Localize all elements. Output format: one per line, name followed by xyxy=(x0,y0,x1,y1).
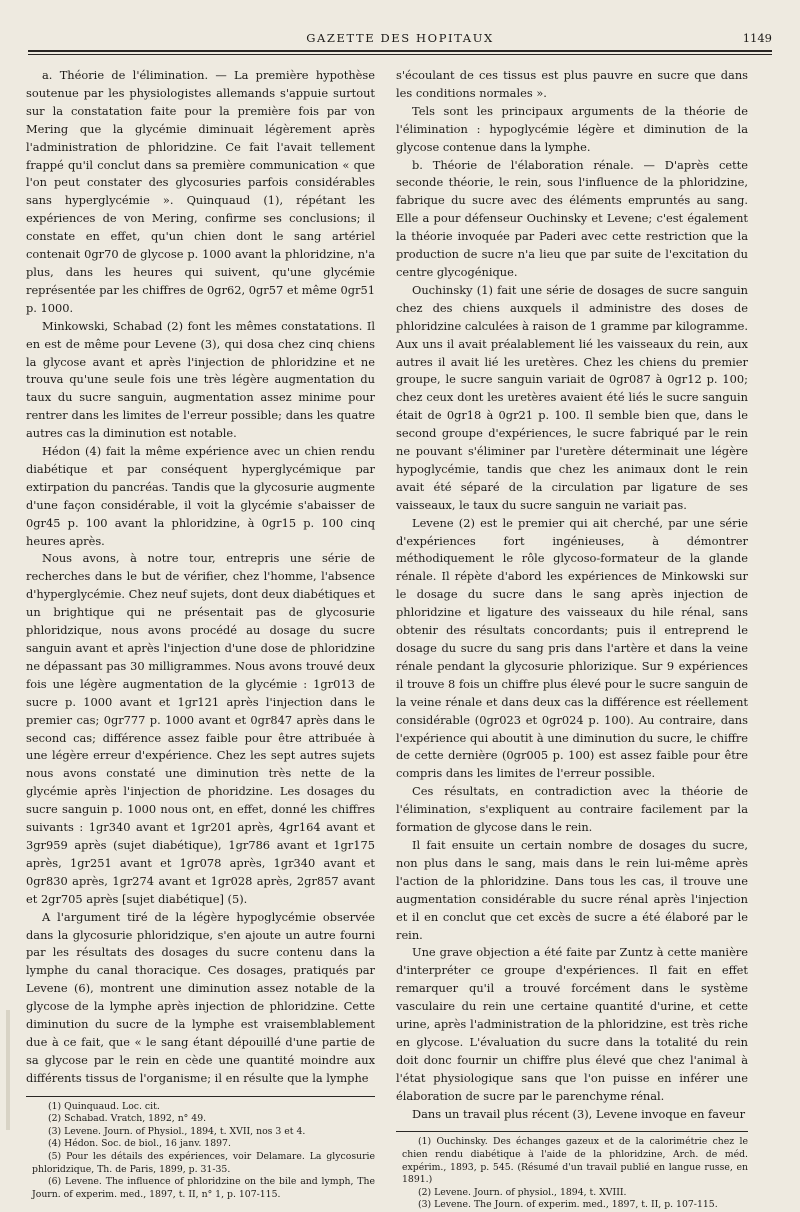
paragraph: Minkowski, Schabad (2) font les mêmes constatations. Il en est de même pour Levene (3), qui dosa chez cinq chiens la glycose avant et après l'injection de phloridzine et ne trouva qu'une seule fois une très légère augmentation du taux du sucre sanguin, augmentation assez minime pour rentrer dans les limites de l'erreur possible; dans les quatre autres cas la diminution est notable. xyxy=(26,318,375,441)
page-header xyxy=(28,28,772,48)
paragraph: Tels sont les principaux arguments de la théorie de l'élimination : hypoglycémie légère et diminution de la glycose contenue dans la lymphe. xyxy=(396,103,748,154)
footnote: (1) Ouchinsky. Des échanges gazeux et de la calorimétrie chez le chien rendu diabétique à l'aide de la phloridzine, Arch. de méd. expérim., 1893, p. 545. (Résumé d'un travail publié en langue russe, en 1891.) xyxy=(402,1136,748,1186)
paragraph: Nous avons, à notre tour, entrepris une série de recherches dans le but de vérifier, chez l'homme, l'absence d'hyperglycémie. Chez neuf sujets, dont deux diabétiques et un brightique qui ne présentait pas de glycosurie phloridzique, nous avons procédé au dosage du sucre sanguin avant et après l'injection d'une dose de phloridzine ne dépassant pas 30 milligrammes. Nous avons trouvé deux fois une légère augmentation de la glycémie : 1gr013 de sucre p. 1000 avant et 1gr121 après l'injection dans le premier cas; 0gr777 p. 1000 avant et 0gr847 après dans le second cas; différence assez faible pour être attribuée à une légère erreur d'expérience. Chez les sept autres sujets nous avons constaté une diminution très nette de la glycémie après l'injection de phoridzine. Les dosages du sucre sanguin p. 1000 nous ont, en effet, donné les chiffres suivants : 1gr340 avant et 1gr201 après, 4gr164 avant et 3gr959 après (sujet diabétique), 1gr786 avant et 1gr175 après, 1gr251 avant et 1gr078 après, 1gr340 avant et 0gr830 après, 1gr274 avant et 1gr028 après, 2gr857 avant et 2gr705 après [sujet diabétique] (5). xyxy=(26,551,375,906)
footnote: (3) Levene. Journ. of Physiol., 1894, t. XVII, nos 3 et 4. xyxy=(48,1125,306,1137)
paragraph: Ces résultats, en contradiction avec la théorie de l'élimination, s'expliquent au contraire facilement par la formation de glycose dans le rein. xyxy=(396,784,748,835)
footnote: (2) Levene. Journ. of physiol., 1894, t. XVIII. xyxy=(418,1186,627,1198)
paragraph: a. Théorie de l'élimination. — La première hypothèse soutenue par les physiologistes allemands s'appuie surtout sur la constatation faite pour la première fois par von Mering que la glycémie diminuait légèrement après l'administration de phloridzine. Ce fait l'avait tellement frappé qu'il conclut dans sa première communication « que l'on peut constater des glycosuries parfois considérables sans hyperglycémie ». Quinquaud (1), répétant les expériences de von Mering, confirme ses conclusions; il constate en effet, qu'un chien dont le sang artériel contenait 0gr70 de glycose p. 1000 avant la phloridzine, n'a plus, dans les heures qui suivent, qu'une glycémie représentée par les chiffres de 0gr62, 0gr57 et même 0gr51 p. 1000. xyxy=(26,68,375,315)
journal-title: GAZETTE DES HOPITAUX xyxy=(306,31,494,45)
footnotes xyxy=(396,1136,748,1212)
footnote: (5) Pour les détails des expériences, voir Delamare. La glycosurie phloridzique, Th. de Paris, 1899, p. 31-35. xyxy=(32,1151,375,1175)
footnote: (3) Levene. The Journ. of experim. med., 1897, t. II, p. 107-115. xyxy=(418,1199,718,1211)
scan-edge-shadow xyxy=(6,1010,10,1130)
footnote-separator xyxy=(26,1096,375,1097)
paragraph: s'écoulant de ces tissus est plus pauvre en sucre que dans les conditions normales ». xyxy=(396,68,748,100)
paragraph: Il fait ensuite un certain nombre de dosages du sucre, non plus dans le sang, mais dans le rein lui-même après l'action de la phloridzine. Dans tous les cas, il trouve une augmentation considérable du sucre rénal après l'injection et il en conclut que cet excès de sucre a été élaboré par le rein. xyxy=(396,837,748,942)
footnote: (4) Hédon. Soc. de biol., 16 janv. 1897. xyxy=(48,1138,231,1150)
paragraph: Ouchinsky (1) fait une série de dosages de sucre sanguin chez des chiens auxquels il administre des doses de phloridzine calculées à raison de 1 gramme par kilogramme. Aux uns il avait préalablement lié les vaisseaux du rein, aux autres il avait lié les uretères. Chez les chiens du premier groupe, le sucre sanguin variait de 0gr087 à 0gr12 p. 100; chez ceux dont les uretères avaient été liés le sucre sanguin était de 0gr18 à 0gr21 p. 100. Il semble bien que, dans le second groupe d'expériences, le sucre fabriqué par le rein ne pouvant s'éliminer par l'uretère déterminait une légère hypoglycémie, tandis que chez les animaux dont le rein avait été séparé de la circulation par ligature de ses vaisseaux, le taux du sucre sanguin ne variait pas. xyxy=(396,282,748,512)
header-rule-thin xyxy=(28,54,772,55)
page-number: 1149 xyxy=(742,31,772,45)
footnote: (2) Schabad. Vratch, 1892, n° 49. xyxy=(48,1113,207,1125)
footnote-separator xyxy=(396,1131,748,1132)
footnote: (1) Quinquaud. Loc. cit. xyxy=(48,1100,160,1112)
paragraph: Hédon (4) fait la même expérience avec un chien rendu diabétique et par conséquent hyperglycémique par extirpation du pancréas. Tandis que la glycosurie augmente d'une façon considérable, il voit la glycémie s'abaisser de 0gr45 p. 100 avant la phloridzine, à 0gr15 p. 100 cinq heures après. xyxy=(26,444,375,548)
paragraph: Une grave objection a été faite par Zuntz à cette manière d'interpréter ce groupe d'expériences. Il fait en effet remarquer qu'il a trouvé forcément dans le système vasculaire du rein une certaine quantité d'urine, et cette urine, après l'administration de la phloridzine, est très riche en glycose. L'évaluation du sucre dans la totalité du rein doit donc fournir un chiffre plus élevé que chez l'animal à l'état physiologique sans que l'on puisse en inférer une élaboration de sucre par le parenchyme rénal. xyxy=(396,945,748,1103)
header-rule-thick xyxy=(28,50,772,52)
footnotes xyxy=(26,1101,375,1202)
left-column xyxy=(26,67,375,1201)
footnote: (6) Levene. The influence of phloridzine on the bile and lymph, The Journ. of experim. med., 1897, t. II, n° 1, p. 107-115. xyxy=(32,1176,375,1200)
paragraph: A l'argument tiré de la légère hypoglycémie observée dans la glycosurie phloridzique, s'en ajoute un autre fourni par les résultats des dosages du sucre contenu dans la lymphe du canal thoracique. Ces dosages, pratiqués par Levene (6), montrent une diminution assez notable de la glycose de la lymphe après injection de phloridzine. Cette diminution du sucre de la lymphe est vraisemblablement due à ce fait, que « le sang étant dépouillé d'une partie de sa glycose par le rein en cède une quantité moindre aux différents tissus de l'organisme; il en résulte que la lymphe xyxy=(26,909,375,1085)
paragraph: Dans un travail plus récent (3), Levene invoque en faveur xyxy=(412,1106,746,1121)
paragraph: Levene (2) est le premier qui ait cherché, par une série d'expériences fort ingénieuses, à démontrer méthodiquement le rôle glycoso-formateur de la glande rénale. Il répète d'abord les expériences de Minkowski sur le dosage du sucre dans le sang après injection de phloridzine et ligature des vaisseaux du hile rénal, sans obtenir des résultats concordants; puis il entreprend le dosage du sucre du sang pris dans l'artère et dans la veine rénale pendant la glycosurie phlorizique. Sur 9 expériences il trouve 8 fois un chiffre plus élevé pour le sucre sanguin de la veine rénale et dans deux cas la différence est réellement considérable (0gr023 et 0gr024 p. 100). Au contraire, dans l'expérience qui aboutit à une diminution du sucre, le chiffre de cette dernière (0gr005 p. 100) est assez faible pour être compris dans les limites de l'erreur possible. xyxy=(396,515,748,781)
right-column xyxy=(396,67,748,1212)
paragraph: b. Théorie de l'élaboration rénale. — D'après cette seconde théorie, le rein, sous l'influence de la phloridzine, fabrique du sucre avec des éléments empruntés au sang. Elle a pour défenseur Ouchinsky et Levene; c'est également la théorie invoquée par Paderi avec cette restriction que la production de sucre n'a lieu que par suite de l'excitation du centre glycogénique. xyxy=(396,157,748,279)
